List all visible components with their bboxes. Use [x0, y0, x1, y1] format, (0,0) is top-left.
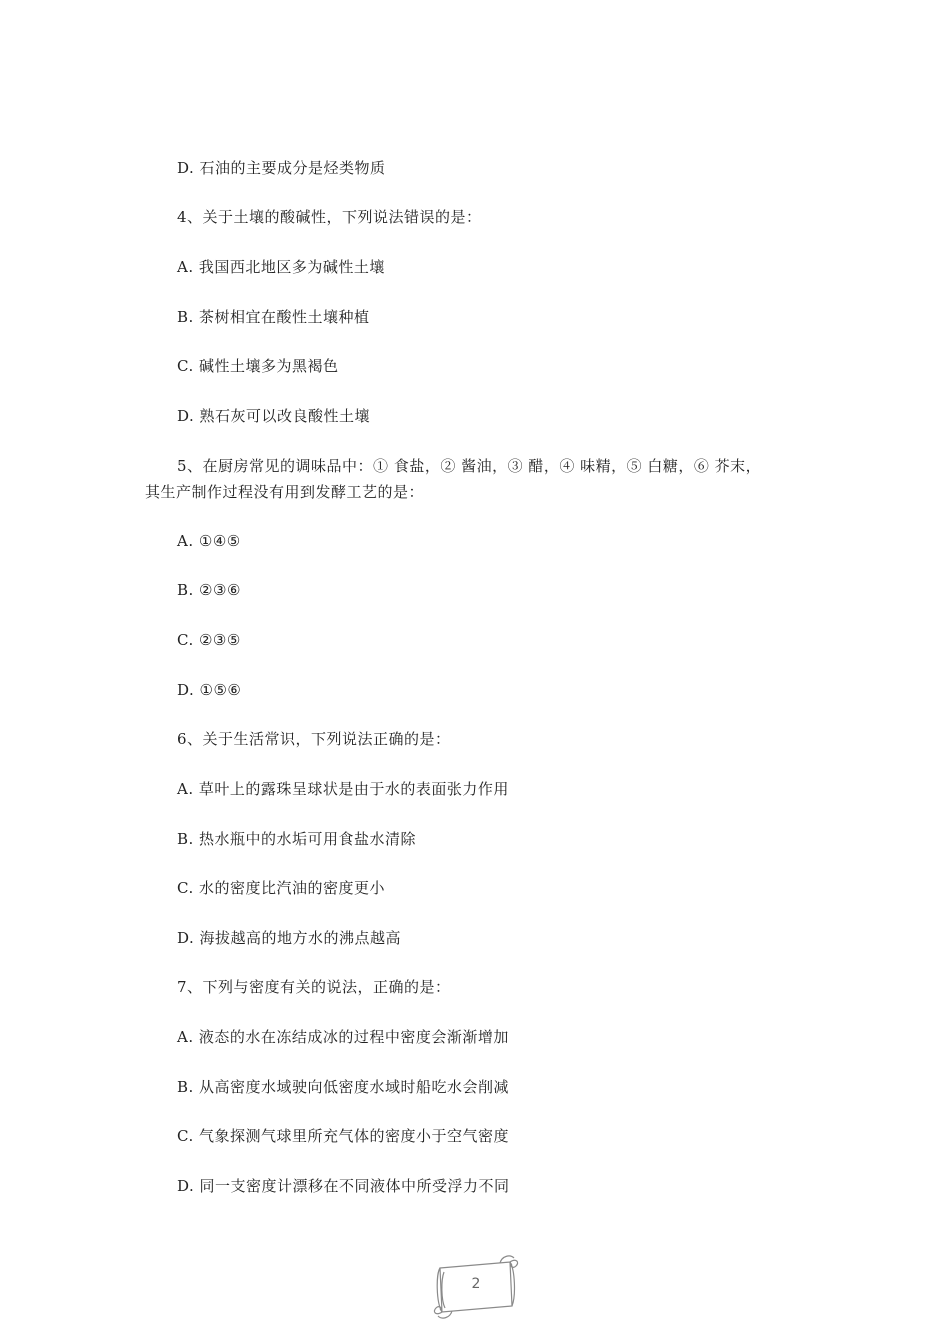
q6-option-a: A. 草叶上的露珠呈球状是由于水的表面张力作用: [177, 780, 509, 798]
q5-stem-line-1: 5、在厨房常见的调味品中：① 食盐，② 酱油，③ 醋，④ 味精，⑤ 白糖，⑥ 芥末，: [177, 457, 762, 475]
q4-option-c: C. 碱性土壤多为黑褐色: [177, 357, 339, 375]
q5-stem-line-2: 其生产制作过程没有用到发酵工艺的是：: [145, 483, 425, 501]
q4-option-a: A. 我国西北地区多为碱性土壤: [177, 258, 385, 276]
page-number: 2: [471, 1276, 481, 1292]
q7-option-b: B. 从高密度水域驶向低密度水域时船吃水会削减: [177, 1078, 510, 1096]
q6-option-d: D. 海拔越高的地方水的沸点越高: [177, 929, 402, 947]
q7-option-c: C. 气象探测气球里所充气体的密度小于空气密度: [177, 1127, 509, 1145]
q5-option-d: D. ①⑤⑥: [177, 681, 242, 699]
q7-option-d: D. 同一支密度计漂移在不同液体中所受浮力不同: [177, 1177, 510, 1195]
q4-option-d: D. 熟石灰可以改良酸性土壤: [177, 407, 371, 425]
q5-option-a: A. ①④⑤: [177, 532, 241, 550]
q4-stem: 4、关于土壤的酸碱性，下列说法错误的是：: [177, 208, 482, 226]
q5-option-c: C. ②③⑤: [177, 631, 241, 649]
q3-option-d: D. 石油的主要成分是烃类物质: [177, 159, 386, 177]
q7-option-a: A. 液态的水在冻结成冰的过程中密度会渐渐增加: [177, 1028, 509, 1046]
q6-option-c: C. 水的密度比汽油的密度更小: [177, 879, 385, 897]
q7-stem: 7、下列与密度有关的说法，正确的是：: [177, 978, 451, 996]
q5-option-b: B. ②③⑥: [177, 581, 241, 599]
q4-option-b: B. 茶树相宜在酸性土壤种植: [177, 308, 370, 326]
q6-option-b: B. 热水瓶中的水垢可用食盐水清除: [177, 830, 417, 848]
q6-stem: 6、关于生活常识，下列说法正确的是：: [177, 730, 451, 748]
